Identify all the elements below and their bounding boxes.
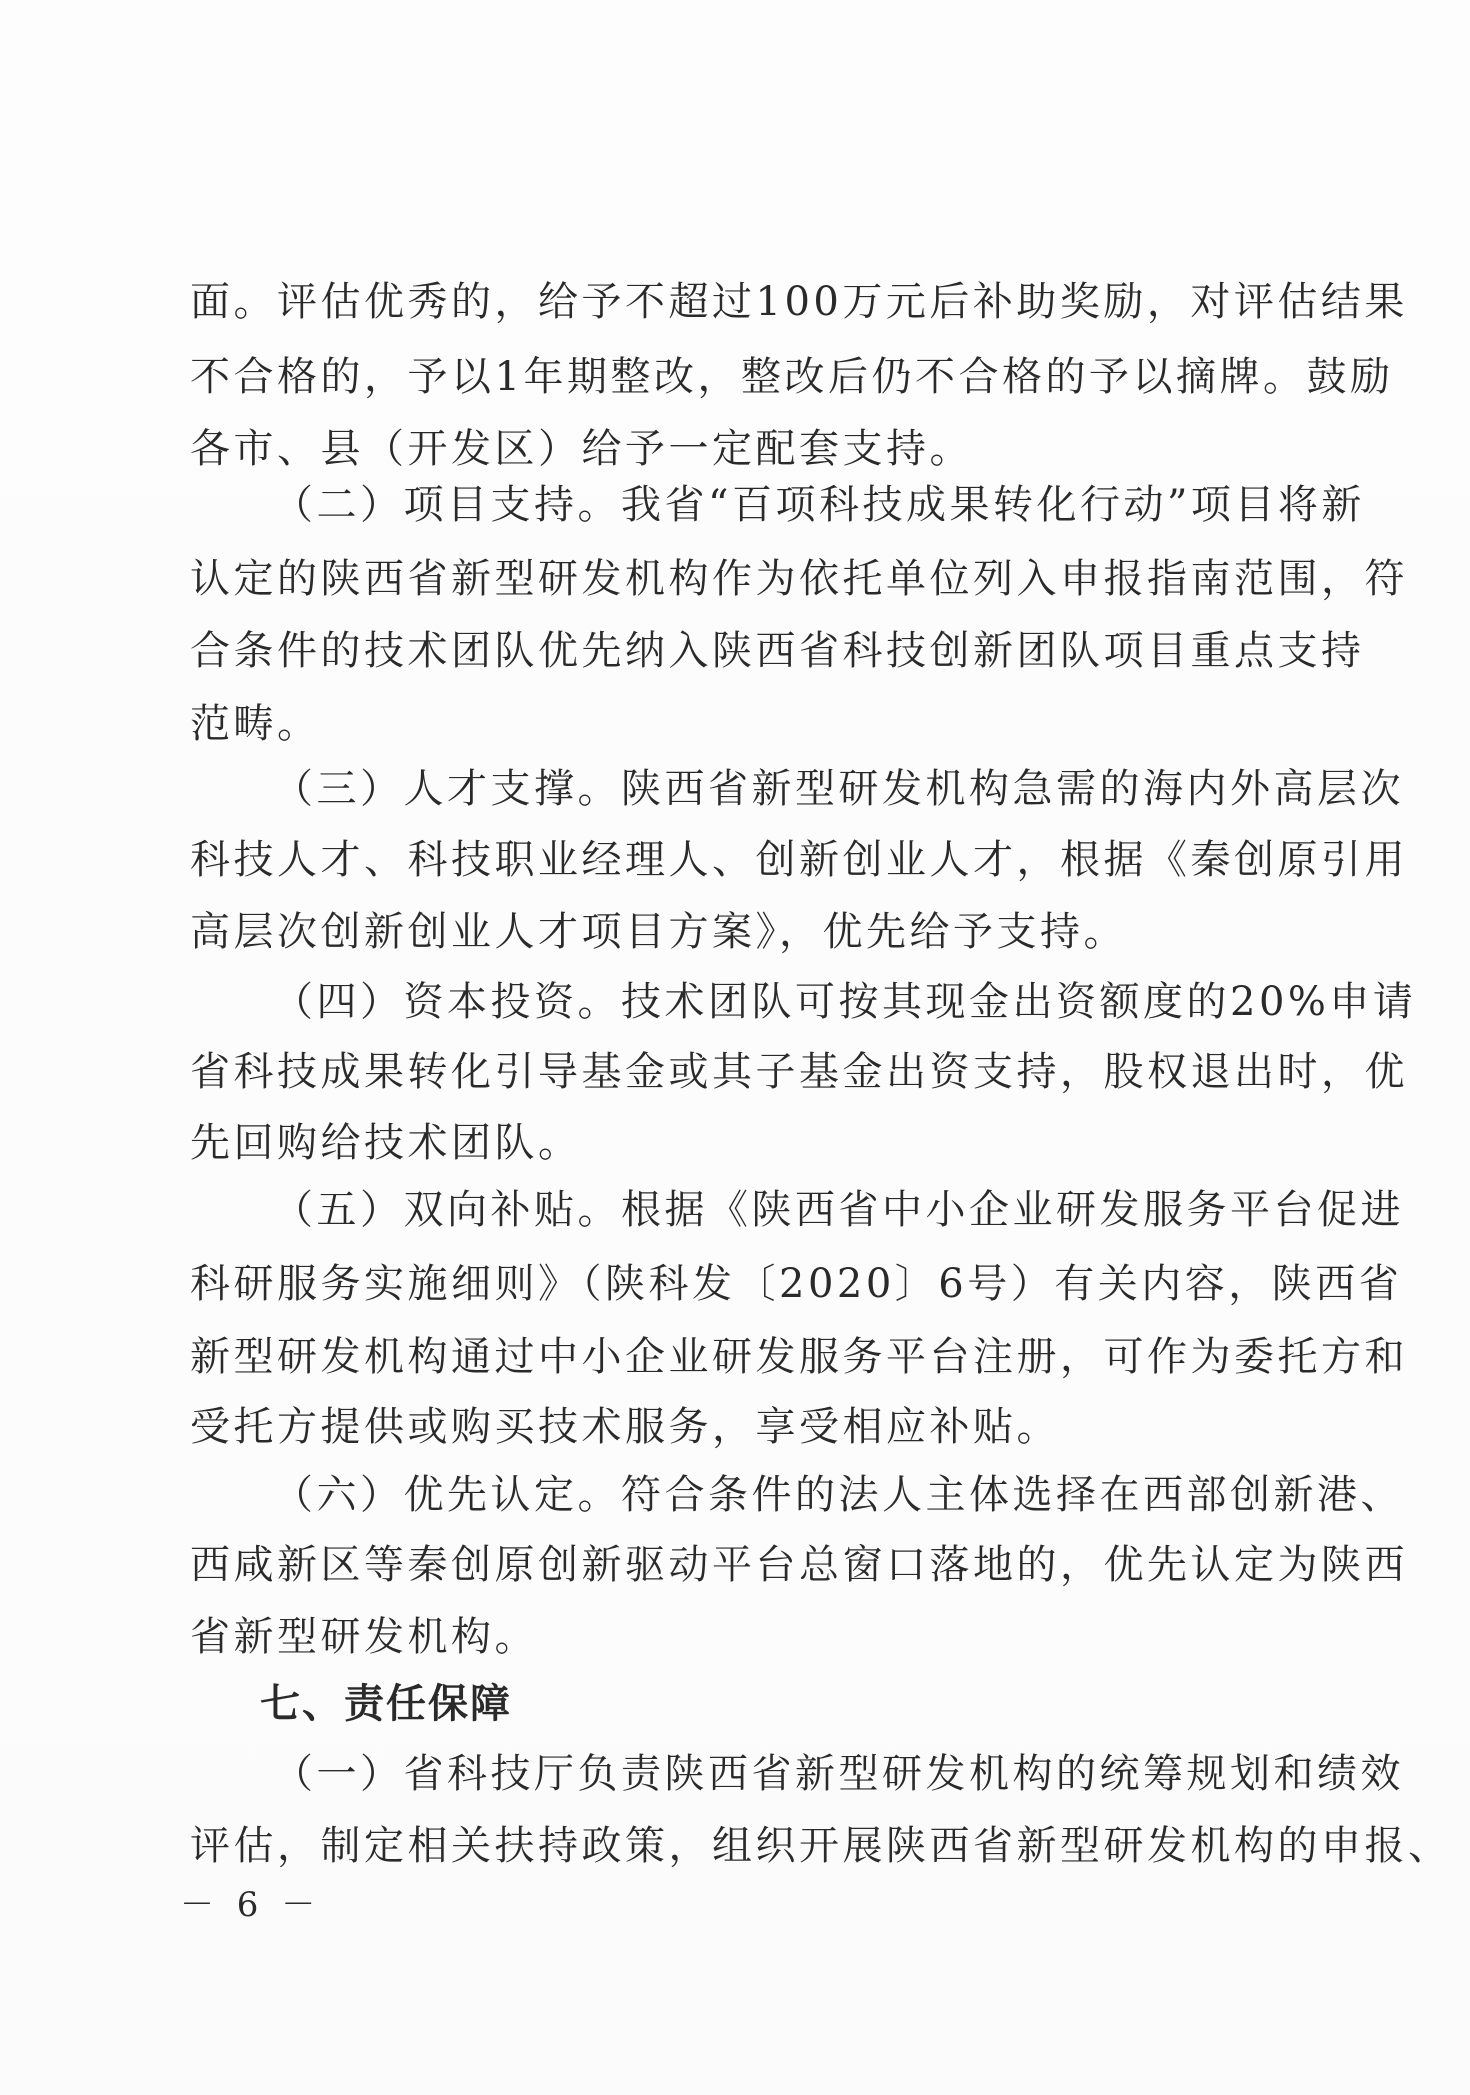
text-line-15: 科研服务实施细则》（陕科发〔2020〕6号）有关内容，陕西省 (190, 1261, 1403, 1307)
text-line-6: 合条件的技术团队优先纳入陕西省科技创新团队项目重点支持 (190, 628, 1365, 674)
text-line-3: 各市、县（开发区）给予一定配套支持。 (190, 426, 973, 472)
text-line-19: 西咸新区等秦创原创新驱动平台总窗口落地的，优先认定为陕西 (190, 1542, 1408, 1588)
text-line-12: 省科技成果转化引导基金或其子基金出资支持，股权退出时，优 (190, 1049, 1408, 1095)
text-line-9: 科技人才、科技职业经理人、创新创业人才，根据《秦创原引用 (190, 837, 1408, 883)
text-line-1: 面。评估优秀的，给予不超过100万元后补助奖励，对评估结果 (190, 279, 1408, 325)
text-line-10: 高层次创新创业人才项目方案》，优先给予支持。 (190, 909, 1127, 955)
text-line-13: 先回购给技术团队。 (190, 1120, 582, 1166)
page-number: － 6 － (180, 1885, 322, 1925)
text-line-17: 受托方提供或购买技术服务，享受相应补贴。 (190, 1404, 1060, 1450)
text-line-22: （一）省科技厅负责陕西省新型研发机构的统筹规划和绩效 (273, 1751, 1404, 1797)
text-line-18: （六）优先认定。符合条件的法人主体选择在西部创新港、 (273, 1472, 1404, 1518)
text-line-2: 不合格的，予以1年期整改，整改后仍不合格的予以摘牌。鼓励 (190, 354, 1394, 400)
text-line-8: （三）人才支撑。陕西省新型研发机构急需的海内外高层次 (273, 766, 1404, 812)
text-line-23: 评估，制定相关扶持政策，组织开展陕西省新型研发机构的申报、 (190, 1823, 1452, 1869)
text-line-4: （二）项目支持。我省“百项科技成果转化行动”项目将新 (273, 482, 1365, 528)
text-line-11: （四）资本投资。技术团队可按其现金出资额度的20%申请 (273, 979, 1417, 1025)
section-heading: 七、责任保障 (260, 1681, 512, 1727)
text-line-5: 认定的陕西省新型研发机构作为依托单位列入申报指南范围，符 (190, 556, 1408, 602)
text-line-20: 省新型研发机构。 (190, 1614, 538, 1660)
text-line-14: （五）双向补贴。根据《陕西省中小企业研发服务平台促进 (273, 1187, 1404, 1233)
text-line-16: 新型研发机构通过中小企业研发服务平台注册，可作为委托方和 (190, 1334, 1408, 1380)
text-line-7: 范畴。 (190, 701, 321, 747)
